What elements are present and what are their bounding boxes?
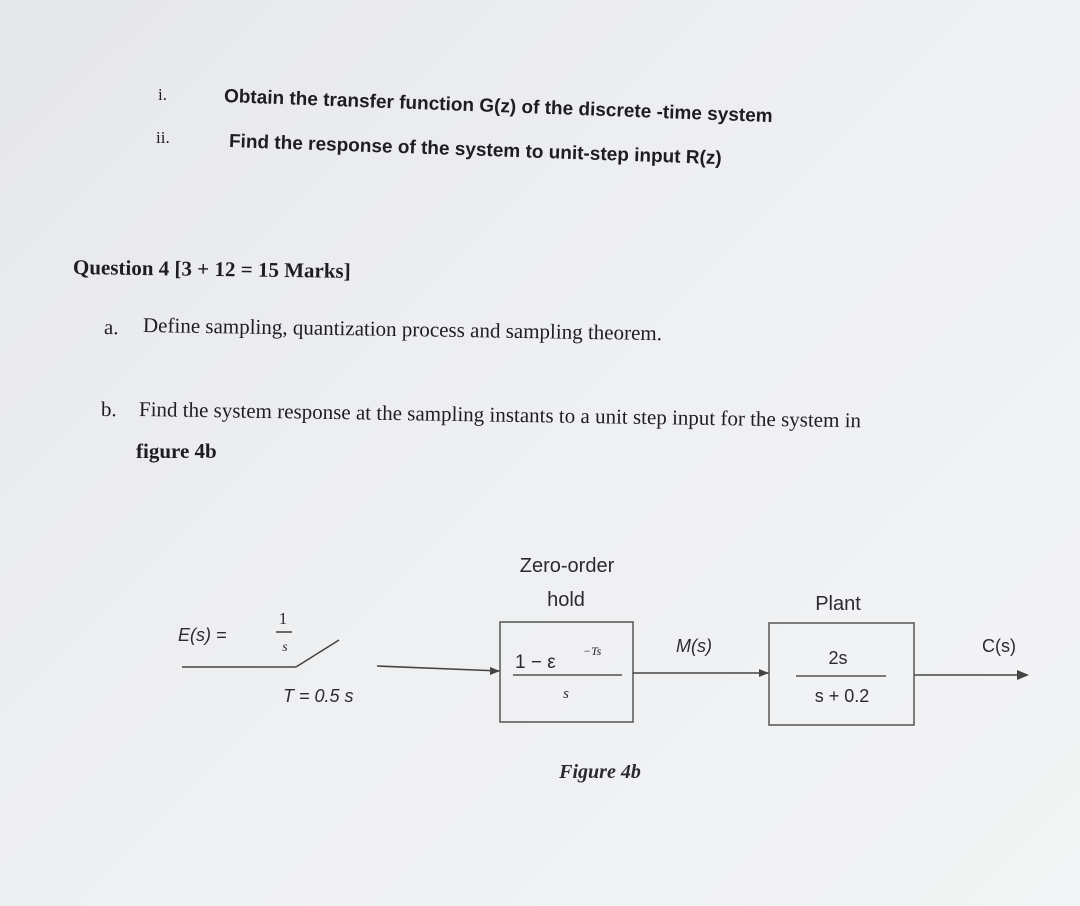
input-numerator: 1 <box>278 609 288 628</box>
item-i-marker: i. <box>158 85 167 104</box>
plant-block <box>769 623 914 725</box>
question-title: Question 4 [3 + 12 = 15 Marks] <box>72 255 351 283</box>
output-arrow <box>1017 670 1029 680</box>
mid-signal-label: M(s) <box>676 636 712 656</box>
part-b-text: Find the system response at the sampling instants to a unit step input for the system in <box>138 397 862 433</box>
input-denominator: s <box>282 640 288 655</box>
output-signal-label: C(s) <box>982 636 1016 656</box>
plant-numerator: 2s <box>828 648 848 668</box>
arrow-to-plant <box>759 669 769 677</box>
plant-title: Plant <box>815 593 861 615</box>
zoh-numerator: 1 − ε <box>515 652 556 673</box>
sampler-switch <box>296 640 339 667</box>
item-ii-marker: ii. <box>156 128 170 147</box>
item-i-text: Obtain the transfer function G(z) of the discrete -time system <box>223 86 774 128</box>
zoh-title-line2: hold <box>547 589 585 611</box>
zoh-exponent: −Ts <box>583 644 602 658</box>
arrow-to-zoh <box>490 667 500 675</box>
sampler-label: T = 0.5 s <box>283 686 354 706</box>
line-to-zoh <box>377 666 500 671</box>
item-ii-text: Find the response of the system to unit-step input R(z) <box>228 131 723 170</box>
part-a-text: Define sampling, quantization process and sampling theorem. <box>142 313 663 346</box>
part-b-marker: b. <box>100 397 117 422</box>
part-a-marker: a. <box>103 315 119 340</box>
plant-denominator: s + 0.2 <box>814 686 870 706</box>
zoh-denominator: s <box>563 686 569 702</box>
zoh-title-line1: Zero-order <box>519 555 615 577</box>
part-b-text-line2: figure 4b <box>136 439 217 463</box>
figure-caption: Figure 4b <box>559 761 641 783</box>
input-signal-label: E(s) = <box>178 625 227 645</box>
